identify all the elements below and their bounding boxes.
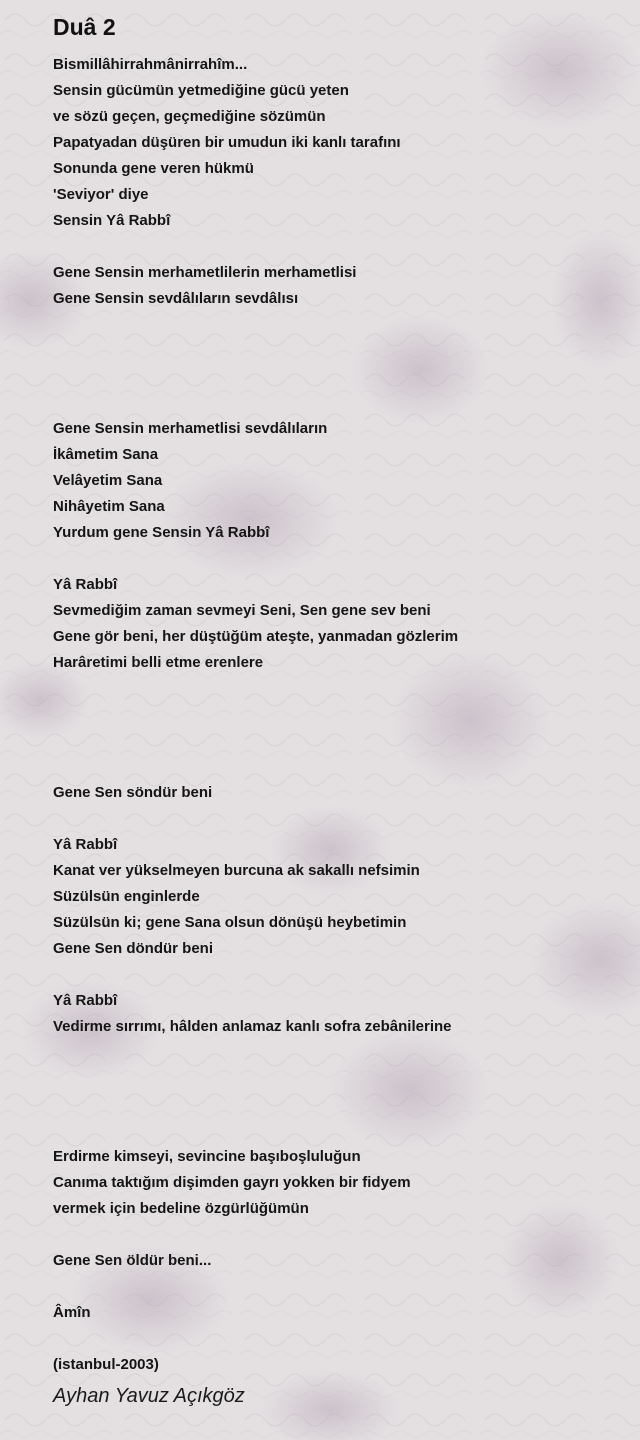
poem-line: Bismillâhirrahmânirrahîm... [53, 56, 248, 73]
poem-line: Gene Sensin merhametlisi sevdâlıların [53, 420, 328, 437]
stanza-break [53, 338, 613, 364]
poem-line: Gene Sensin sevdâlıların sevdâlısı [53, 290, 299, 307]
poem-line: Yâ Rabbî [53, 576, 118, 593]
poem-line: Süzülsün enginlerde [53, 888, 200, 905]
stanza-break [53, 1118, 613, 1144]
poem-line: 'Seviyor' diye [53, 186, 149, 203]
poem-line: İkâmetim Sana [53, 446, 159, 463]
poem-container [53, 10, 613, 1410]
stanza-break [53, 364, 613, 390]
stanza-break [53, 234, 613, 260]
poem-line: Papatyadan düşüren bir umudun iki kanlı tarafını [53, 134, 401, 151]
poem-line: Sensin Yâ Rabbî [53, 212, 171, 229]
stanza-break [53, 1274, 613, 1300]
poem-line: Yurdum gene Sensin Yâ Rabbî [53, 524, 270, 541]
stanza-break [53, 1222, 613, 1248]
poem-line: Gene Sen söndür beni [53, 784, 213, 801]
stanza-break [53, 702, 613, 728]
poem-line: Gene Sensin merhametlilerin merhametlisi [53, 264, 357, 281]
poem-line: Nihâyetim Sana [53, 498, 165, 515]
poem-line: vermek için bedeline özgürlüğümün [53, 1200, 309, 1217]
poem-line: ve sözü geçen, geçmediğine sözümün [53, 108, 326, 125]
poem-line: (istanbul-2003) [53, 1356, 159, 1373]
poem-line: Âmîn [53, 1304, 91, 1321]
stanza-break [53, 806, 613, 832]
poem-title: Duâ 2 [53, 14, 116, 40]
stanza-break [53, 390, 613, 416]
poem-line: Velâyetim Sana [53, 472, 163, 489]
stanza-break [53, 754, 613, 780]
poem-author: Ayhan Yavuz Açıkgöz [53, 1385, 245, 1407]
poem-line: Sevmediğim zaman sevmeyi Seni, Sen gene sev beni [53, 602, 431, 619]
poem-line: Erdirme kimseyi, sevincine başıboşluluğun [53, 1148, 361, 1165]
poem-line: Gene gör beni, her düştüğüm ateşte, yanmadan gözlerim [53, 628, 459, 645]
poem-line: Yâ Rabbî [53, 992, 118, 1009]
stanza-break [53, 676, 613, 702]
poem-line: Harâretimi belli etme erenlere [53, 654, 264, 671]
poem-line: Sonunda gene veren hükmü [53, 160, 254, 177]
stanza-break [53, 1066, 613, 1092]
poem-line: Gene Sen döndür beni [53, 940, 214, 957]
stanza-break [53, 728, 613, 754]
poem-line: Süzülsün ki; gene Sana olsun dönüşü heybetimin [53, 914, 407, 931]
poem-line: Kanat ver yükselmeyen burcuna ak sakallı nefsimin [53, 862, 420, 879]
poem-body [53, 52, 613, 1378]
poem-line: Vedirme sırrımı, hâlden anlamaz kanlı sofra zebânilerine [53, 1018, 452, 1035]
stanza-break [53, 546, 613, 572]
poem-line: Sensin gücümün yetmediğine gücü yeten [53, 82, 349, 99]
stanza-break [53, 1092, 613, 1118]
stanza-break [53, 962, 613, 988]
stanza-break [53, 312, 613, 338]
poem-line: Yâ Rabbî [53, 836, 118, 853]
stanza-break [53, 1326, 613, 1352]
stanza-break [53, 1040, 613, 1066]
poem-line: Canıma taktığım dişimden gayrı yokken bir fidyem [53, 1174, 411, 1191]
poem-line: Gene Sen öldür beni... [53, 1252, 212, 1269]
